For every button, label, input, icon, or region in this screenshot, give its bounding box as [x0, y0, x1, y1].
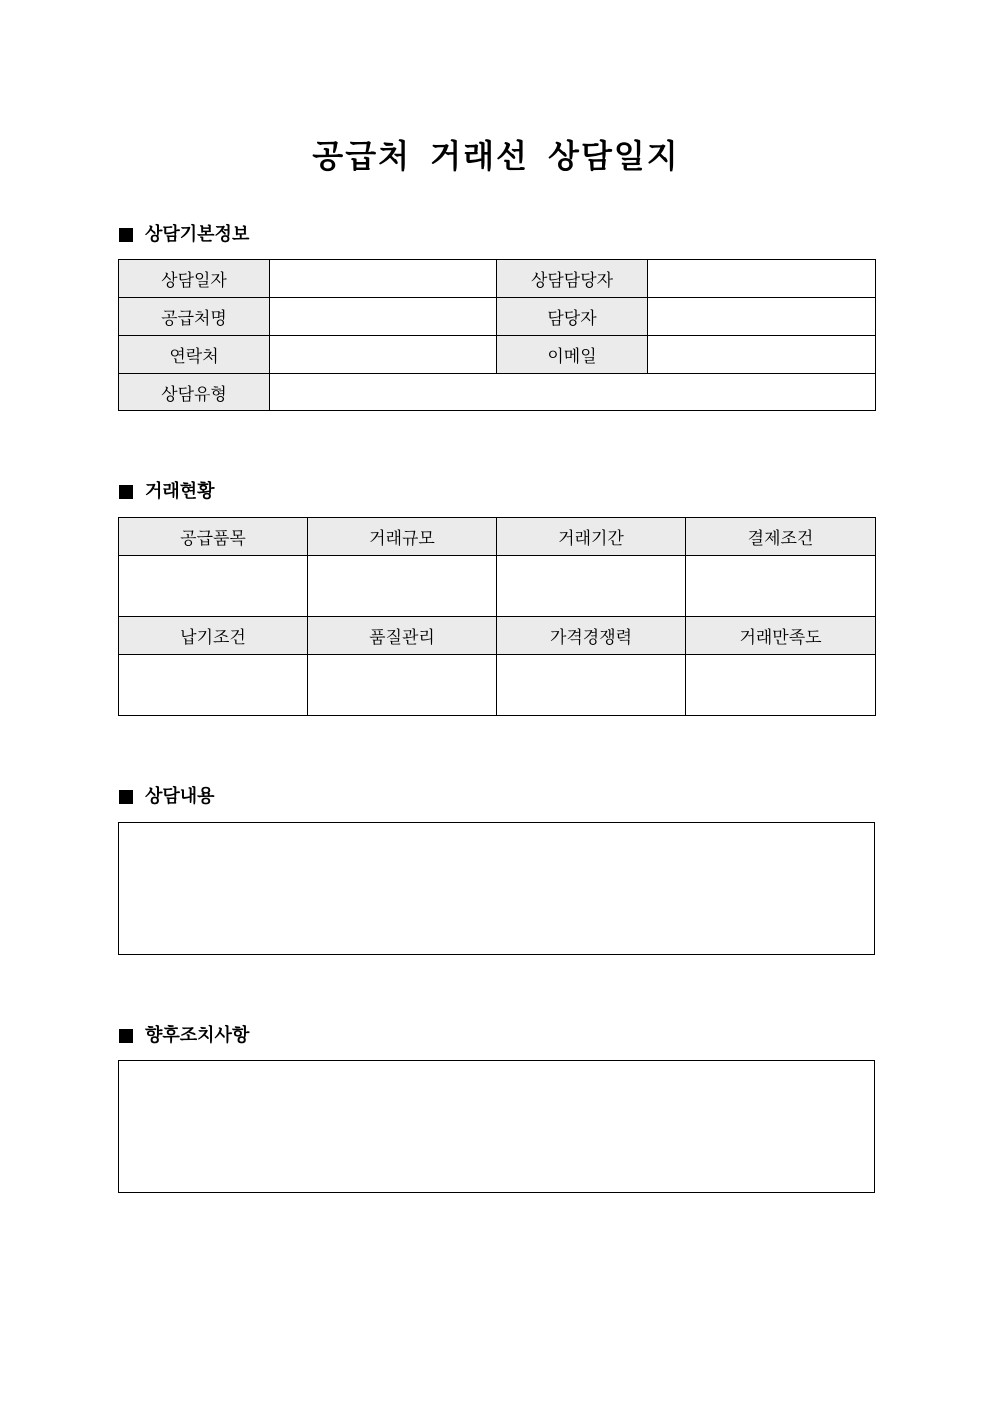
contact-person-label: 담당자 — [497, 298, 648, 336]
section-heading-label: 거래현황 — [145, 481, 215, 502]
square-bullet-icon — [119, 228, 133, 242]
section-heading-label: 상담기본정보 — [145, 224, 250, 245]
trade-volume-field[interactable] — [308, 556, 497, 617]
supplier-name-label: 공급처명 — [119, 298, 270, 336]
delivery-terms-field[interactable] — [119, 655, 308, 716]
quality-control-field[interactable] — [308, 655, 497, 716]
price-competitiveness-field[interactable] — [497, 655, 686, 716]
consult-date-field[interactable] — [270, 260, 497, 298]
consult-content-box[interactable] — [118, 822, 875, 955]
trade-status-table — [118, 517, 876, 716]
delivery-terms-header: 납기조건 — [119, 617, 308, 655]
table-row — [119, 298, 876, 336]
table-row — [119, 655, 876, 716]
quality-control-header: 품질관리 — [308, 617, 497, 655]
table-row — [119, 336, 876, 374]
supply-items-field[interactable] — [119, 556, 308, 617]
consult-date-label: 상담일자 — [119, 260, 270, 298]
consultant-label: 상담담당자 — [497, 260, 648, 298]
trade-satisfaction-header: 거래만족도 — [686, 617, 876, 655]
consultant-field[interactable] — [648, 260, 876, 298]
section-heading-basic-info — [119, 223, 249, 247]
email-label: 이메일 — [497, 336, 648, 374]
section-heading-consult-content — [119, 785, 215, 809]
square-bullet-icon — [119, 790, 133, 804]
section-heading-label: 상담내용 — [145, 786, 215, 807]
table-row — [119, 374, 876, 411]
trade-volume-header: 거래규모 — [308, 518, 497, 556]
section-heading-follow-up — [119, 1024, 249, 1048]
table-row — [119, 556, 876, 617]
section-heading-trade-status — [119, 480, 215, 504]
consult-type-field[interactable] — [270, 374, 876, 411]
table-header-row — [119, 518, 876, 556]
trade-period-header: 거래기간 — [497, 518, 686, 556]
supplier-name-field[interactable] — [270, 298, 497, 336]
phone-label: 연락처 — [119, 336, 270, 374]
contact-person-field[interactable] — [648, 298, 876, 336]
phone-field[interactable] — [270, 336, 497, 374]
consult-type-label: 상담유형 — [119, 374, 270, 411]
trade-satisfaction-field[interactable] — [686, 655, 876, 716]
table-row — [119, 260, 876, 298]
payment-terms-field[interactable] — [686, 556, 876, 617]
trade-period-field[interactable] — [497, 556, 686, 617]
table-header-row — [119, 617, 876, 655]
supply-items-header: 공급품목 — [119, 518, 308, 556]
basic-info-table — [118, 259, 876, 411]
square-bullet-icon — [119, 485, 133, 499]
email-field[interactable] — [648, 336, 876, 374]
section-heading-label: 향후조치사항 — [145, 1025, 250, 1046]
square-bullet-icon — [119, 1029, 133, 1043]
document-title: 공급처 거래선 상담일지 — [312, 137, 680, 175]
payment-terms-header: 결제조건 — [686, 518, 876, 556]
price-competitiveness-header: 가격경쟁력 — [497, 617, 686, 655]
follow-up-box[interactable] — [118, 1060, 875, 1193]
